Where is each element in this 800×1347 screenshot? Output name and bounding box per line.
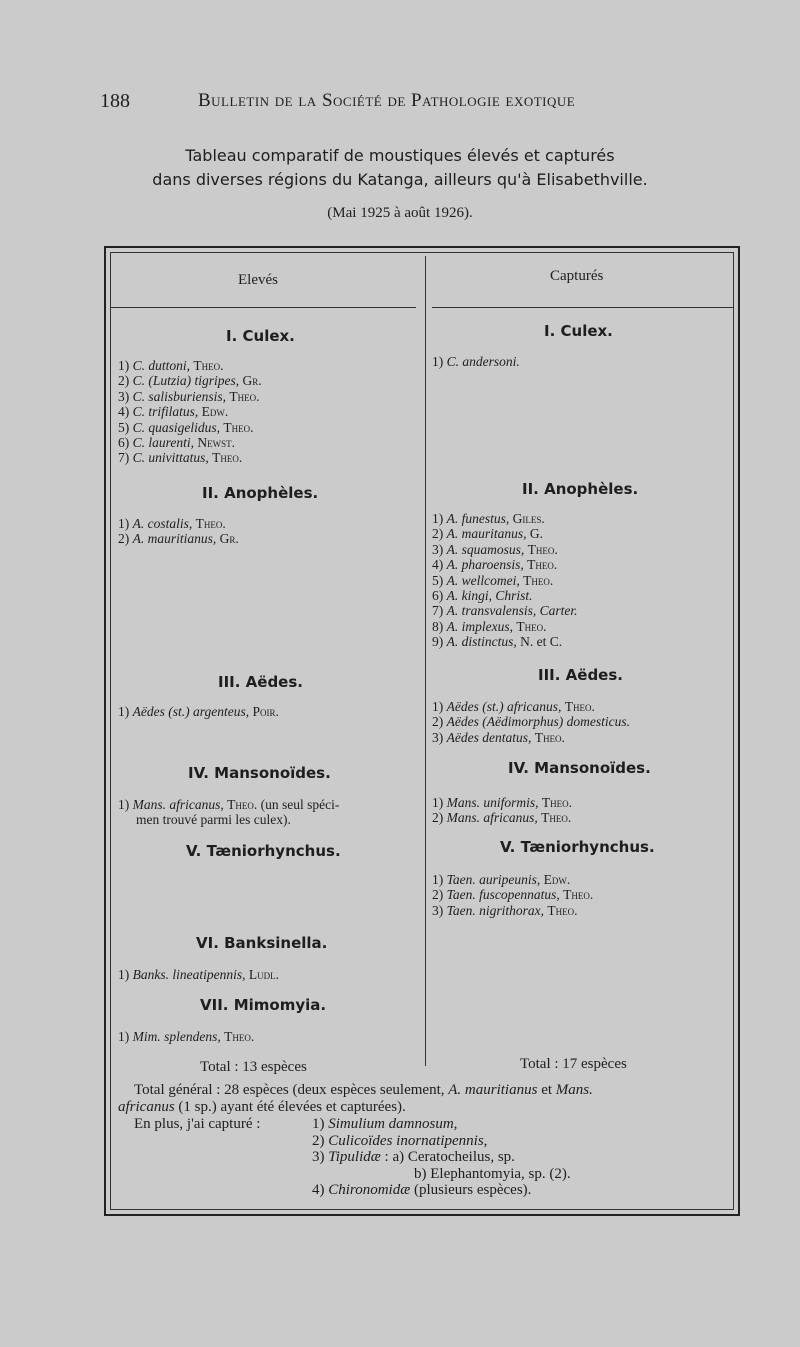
column-header-eleves: Elevés [238, 272, 278, 288]
list-item: 2) Aëdes (Aëdimorphus) domesticus. [432, 714, 630, 730]
list-item: 2) Culicoïdes inornatipennis, [312, 1132, 488, 1149]
left-total: Total : 13 espèces [200, 1059, 307, 1075]
right-total: Total : 17 espèces [520, 1056, 627, 1072]
list-item: 1) Mans. africanus, Theo. (un seul spéci- [118, 797, 340, 812]
list-item: 5) A. wellcomei, Theo. [432, 572, 554, 588]
list-item: 4) C. trifilatus, Edw. [118, 404, 229, 420]
table-period: (Mai 1925 à août 1926). [327, 205, 473, 221]
list-item: 7) A. transvalensis, Carter. [432, 603, 578, 619]
list-item: 5) C. quasigelidus, Theo. [118, 419, 254, 435]
left-culex-list [118, 358, 262, 466]
list-item: 1) Mans. uniformis, Theo. [432, 795, 573, 810]
list-item: 8) A. implexus, Theo. [432, 618, 547, 634]
list-item: 1) A. funestus, Giles. [432, 511, 545, 526]
list-item: 1) C. andersoni. [432, 354, 520, 369]
general-total-line1: Total général : 28 espèces (deux espèces seulement, A. mauritianus et Mans. [134, 1082, 593, 1098]
list-item: 1) Taen. auripeunis, Edw. [432, 872, 571, 887]
general-total-line2: africanus (1 sp.) ayant été élevées et capturées). [118, 1099, 406, 1115]
list-item: 3) Taen. nigrithorax, Theo. [432, 902, 578, 918]
list-item: 3) Aëdes dentatus, Theo. [432, 729, 565, 745]
left-mimomyia-list [118, 1029, 254, 1044]
list-item: 2) A. mauritianus, Gr. [118, 531, 239, 547]
left-aedes-list [118, 704, 279, 719]
page-number: 188 [100, 90, 130, 112]
left-culex-title: I. Culex. [226, 327, 295, 345]
list-item: 4) Chironomidæ (plusieurs espèces). [312, 1182, 532, 1198]
list-item: b) Elephantomyia, sp. (2). [414, 1165, 571, 1182]
list-item: 6) A. kingi, Christ. [432, 588, 533, 604]
table-title-line2: dans diverses régions du Katanga, ailleurs qu'à Elisabethville. [152, 170, 648, 189]
list-item: 2) Taen. fuscopennatus, Theo. [432, 887, 594, 903]
left-mimomyia-title: VII. Mimomyia. [200, 996, 327, 1014]
en-plus-label: En plus, j'ai capturé : [134, 1116, 261, 1132]
list-item: 1) C. duttoni, Theo. [118, 358, 224, 373]
right-taeniorhynchus-list [432, 872, 593, 918]
list-item: 1) Simulium damnosum, [312, 1116, 458, 1132]
list-item: 1) Mim. splendens, Theo. [118, 1029, 255, 1044]
right-mansonoides-list [432, 795, 572, 826]
left-mansonoides-list [118, 797, 339, 828]
list-item: 3) Tipulidæ : a) Ceratocheilus, sp. [312, 1149, 515, 1165]
right-anopheles-title: II. Anophèles. [522, 480, 639, 498]
list-item: 6) C. laurenti, Newst. [118, 435, 236, 451]
table-title-line1: Tableau comparatif de moustiques élevés et capturés [185, 146, 615, 165]
left-anopheles-list [118, 516, 239, 547]
right-culex-title: I. Culex. [544, 322, 613, 340]
left-banksinella-title: VI. Banksinella. [196, 934, 328, 952]
left-banksinella-list [118, 967, 279, 982]
list-item: 2) Mans. africanus, Theo. [432, 810, 572, 826]
right-aedes-list [432, 699, 630, 745]
extras-list [312, 1116, 571, 1199]
left-anopheles-title: II. Anophèles. [202, 484, 319, 502]
list-item: 3) C. salisburiensis, Theo. [118, 388, 260, 404]
journal-title: Bulletin de la Société de Pathologie exotique [198, 90, 576, 111]
list-item: 9) A. distinctus, N. et C. [432, 634, 563, 650]
column-header-captures: Capturés [550, 268, 604, 284]
list-item: 7) C. univittatus, Theo. [118, 450, 243, 466]
left-aedes-title: III. Aëdes. [218, 673, 303, 691]
right-mansonoides-title: IV. Mansonoïdes. [508, 759, 651, 777]
column-divider [425, 256, 426, 1066]
right-culex-list [432, 354, 520, 369]
list-item: 1) Aëdes (st.) africanus, Theo. [432, 699, 595, 714]
list-item: 1) A. costalis, Theo. [118, 516, 226, 531]
list-item: 4) A. pharoensis, Theo. [432, 557, 558, 573]
list-item: men trouvé parmi les culex). [136, 812, 291, 828]
header-rule-left [110, 307, 416, 308]
left-taeniorhynchus-title: V. Tæniorhynchus. [186, 842, 341, 860]
list-item: 1) Banks. lineatipennis, Ludl. [118, 967, 279, 982]
list-item: 3) A. squamosus, Theo. [432, 541, 558, 557]
right-taeniorhynchus-title: V. Tæniorhynchus. [500, 838, 655, 856]
left-mansonoides-title: IV. Mansonoïdes. [188, 764, 331, 782]
right-anopheles-list [432, 511, 578, 650]
list-item: 2) A. mauritanus, G. [432, 526, 544, 542]
right-aedes-title: III. Aëdes. [538, 666, 623, 684]
header-rule-right [432, 307, 734, 308]
list-item: 1) Aëdes (st.) argenteus, Poir. [118, 704, 279, 719]
list-item: 2) C. (Lutzia) tigripes, Gr. [118, 373, 262, 389]
